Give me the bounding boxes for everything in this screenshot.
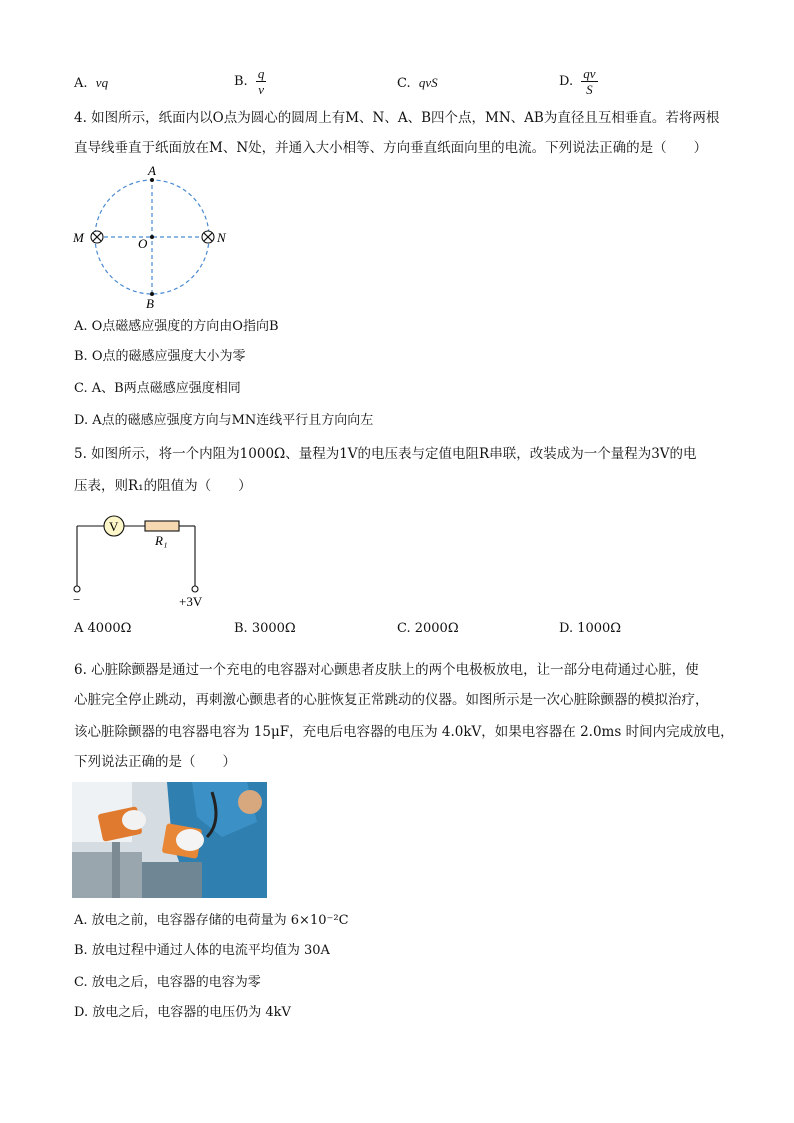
q6-option-d: D. 放电之后，电容器的电压仍为 4kV (74, 1005, 291, 1020)
terminal-plus (192, 586, 198, 592)
q4-option-d: D. A点的磁感应强度方向与MN连线平行且方向向左 (74, 413, 374, 428)
wire-m-into-page-icon (91, 231, 103, 243)
resistor-label: R₁ (155, 533, 168, 548)
label-n: N (217, 230, 226, 245)
q5-option-a: A 4000Ω (74, 621, 132, 636)
label-o: O (138, 236, 148, 251)
q3-option-b-fraction: $\frac{q}{v}$ (257, 66, 265, 97)
q5-option-c: C. 2000Ω (397, 621, 459, 636)
q6-stem-line3: 该心脏除颤器的电容器电容为 15μF，充电后电容器的电压为 4.0kV，如果电容器在 2.0ms 时间内完成放电， (74, 724, 734, 740)
q5-option-b: B. 3000Ω (234, 621, 296, 636)
q6-stem-line4: 下列说法正确的是（ ） (74, 754, 236, 770)
resistor-r1 (145, 521, 179, 531)
q4-option-b: B. O点的磁感应强度大小为零 (74, 349, 246, 364)
q4-stem-line1: 4. 如图所示，纸面内以O点为圆心的圆周上有M、N、A、B四个点，MN、AB为直径且互相垂直。若将两根 (74, 110, 720, 126)
terminal-minus-label: − (73, 592, 81, 607)
defibrillator-photo-illustration (72, 782, 267, 898)
q5-stem-line1: 5. 如图所示，将一个内阻为1000Ω、量程为1V的电压表与定值电阻R串联，改装成为一个量程为3V的电 (74, 446, 697, 462)
q6-option-a: A. 放电之前，电容器存储的电荷量为 6×10⁻²C (74, 913, 349, 928)
q4-circle-figure (70, 162, 240, 310)
q3-option-d: D. $\frac{qv}{S}$ (559, 66, 596, 97)
q4-option-c: C. A、B两点磁感应强度相同 (74, 381, 241, 396)
q6-stem-line1: 6. 心脏除颤器是通过一个充电的电容器对心颤患者皮肤上的两个电极板放电，让一部分电荷通过心脏，使 (74, 662, 699, 678)
q3-option-b: B. $\frac{q}{v}$ (234, 66, 265, 97)
q3-option-c-expr: qvS (418, 75, 438, 90)
label-b: B (146, 296, 154, 310)
q5-stem-line2: 压表，则R₁的阻值为（ ） (74, 478, 252, 494)
wire-n-into-page-icon (202, 231, 214, 243)
q4-option-a: A. O点磁感应强度的方向由O指向B (74, 319, 279, 334)
q5-option-d: D. 1000Ω (559, 621, 622, 636)
q3-option-a: A. vq (74, 75, 109, 91)
q5-circuit-figure (66, 508, 226, 610)
label-m: M (73, 230, 84, 245)
point-o (150, 235, 154, 239)
q6-stem-line2: 心脏完全停止跳动，再刺激心颤患者的心脏恢复正常跳动的仪器。如图所示是一次心脏除颤器的模拟治疗， (74, 692, 709, 708)
q3-option-c: C. qvS (397, 75, 438, 91)
q6-option-b: B. 放电过程中通过人体的电流平均值为 30A (74, 943, 330, 958)
q6-option-c: C. 放电之后，电容器的电容为零 (74, 975, 261, 990)
defibrillator-photo (72, 782, 267, 898)
label-a: A (148, 163, 156, 178)
q3-option-d-fraction: $\frac{qv}{S}$ (583, 66, 596, 97)
point-a (150, 178, 154, 182)
q3-option-a-expr: vq (95, 75, 109, 90)
terminal-plus-label: +3V (179, 594, 203, 609)
voltmeter-label: V (109, 519, 119, 534)
q4-stem-line2: 直导线垂直于纸面放在M、N处，并通入大小相等、方向垂直纸面向里的电流。下列说法正确的是（ ） (74, 140, 708, 156)
